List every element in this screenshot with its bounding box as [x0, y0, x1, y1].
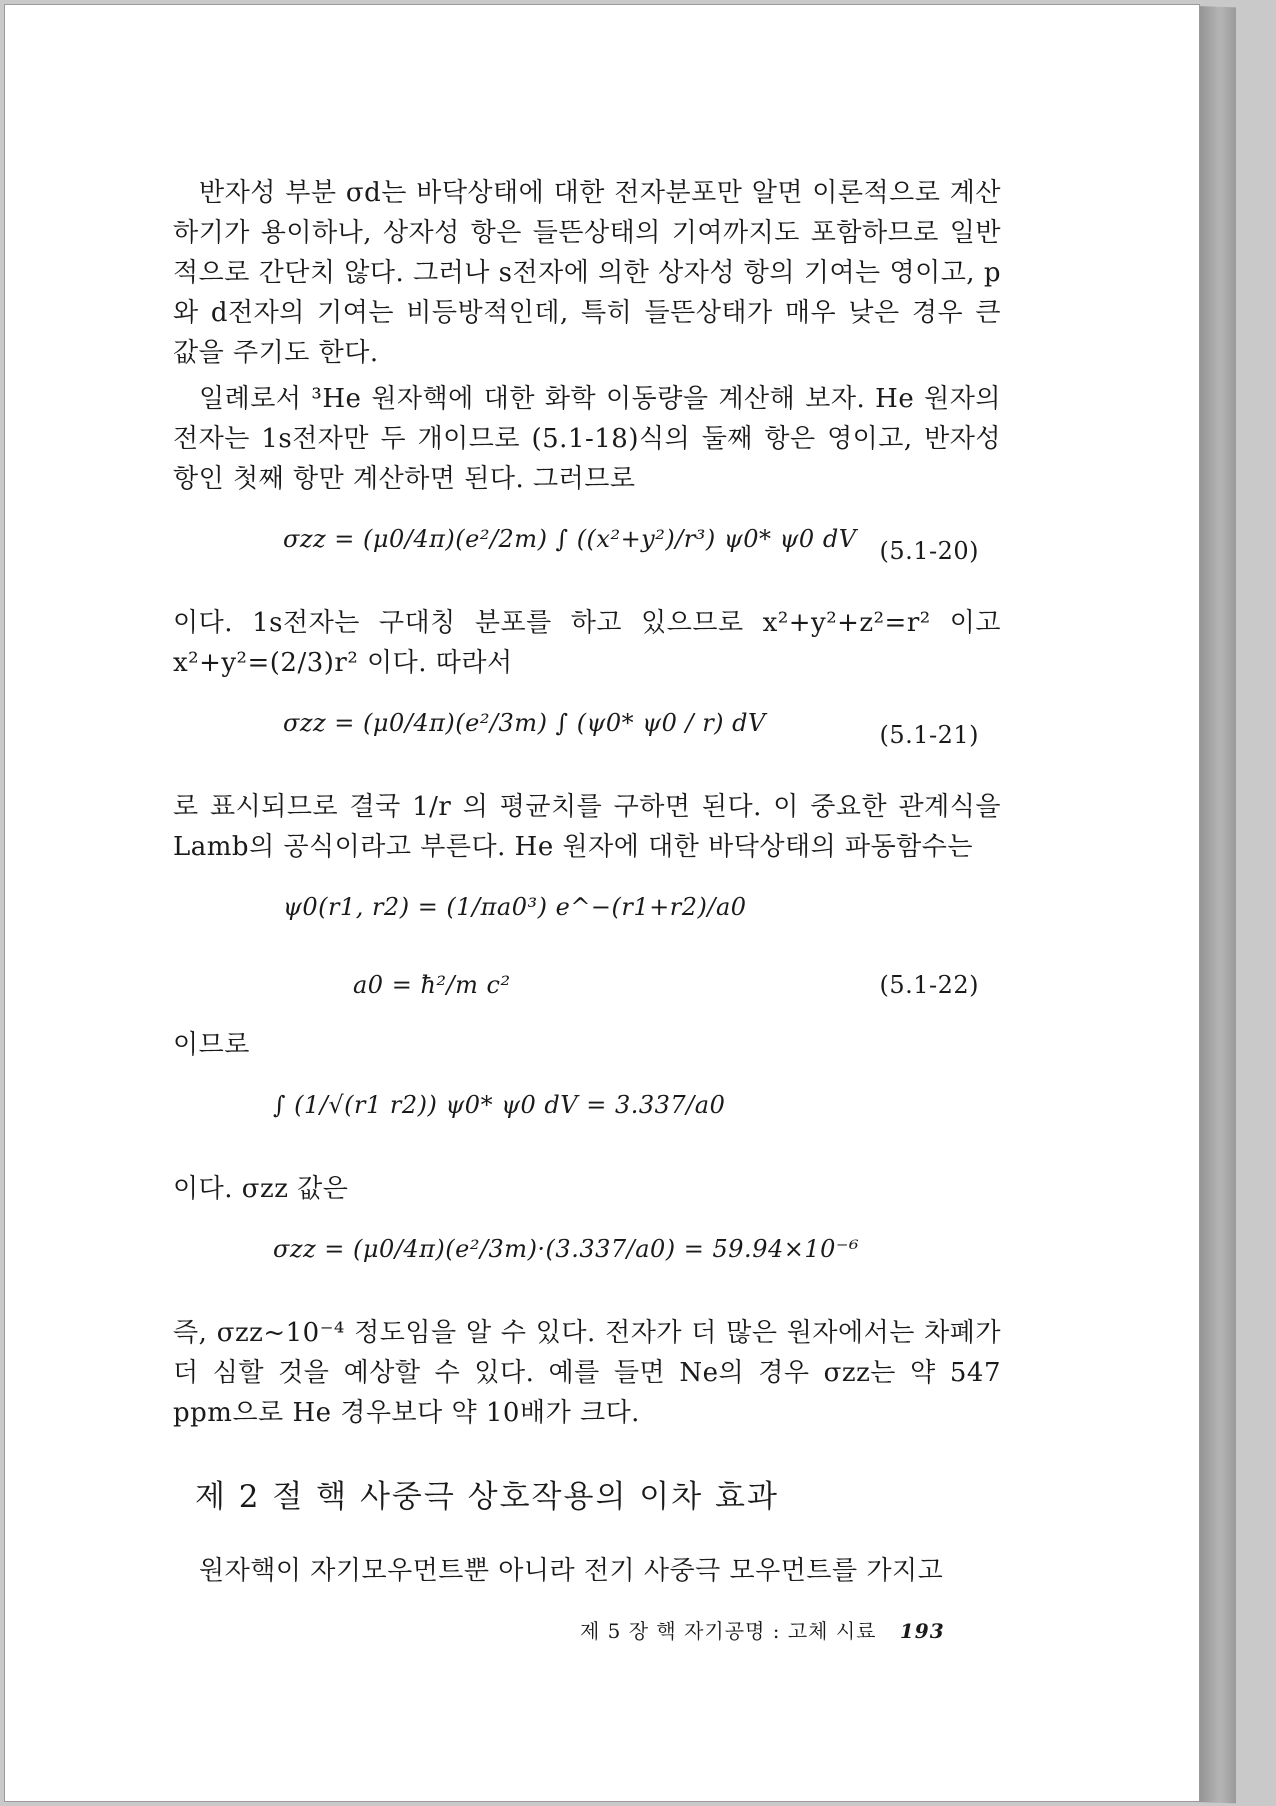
- equation-body: ∫ (1/√(r1 r2)) ψ0* ψ0 dV = 3.337/a0: [273, 1091, 726, 1119]
- equation-5-1-20: [173, 519, 1001, 583]
- paragraph-spherical: 이다. 1s전자는 구대칭 분포를 하고 있으므로 x²+y²+z²=r² 이고 x²+y²=(2/3)r² 이다. 따라서: [173, 608, 1001, 678]
- book-page: [4, 4, 1200, 1802]
- equation-integral: [173, 1085, 1001, 1149]
- paragraph-shielding: 즉, σzz~10⁻⁴ 정도임을 알 수 있다. 전자가 더 많은 원자에서는 차폐가 더 심할 것을 예상할 수 있다. 예를 들면 Ne의 경우 σzz는 약 547 ppm으로 He 경우보다 약 10배가 크다.: [173, 1318, 1001, 1428]
- equation-5-1-22-a: [173, 887, 1001, 945]
- paragraph-he-example: 일례로서 ³He 원자핵에 대한 화학 이동량을 계산해 보자. He 원자의 전자는 1s전자만 두 개이므로 (5.1-18)식의 둘째 항은 영이고, 반자성항인 첫째 항만 계산하면 된다. 그러므로: [173, 384, 1001, 494]
- equation-5-1-21: [173, 703, 1001, 767]
- paragraph-diamagnetic: 반자성 부분 σd는 바닥상태에 대한 전자분포만 알면 이론적으로 계산하기가 용이하나, 상자성 항은 들뜬상태의 기여까지도 포함하므로 일반적으로 간단치 않다. 그러나 s전자에 의한 상자성 항의 기여는 영이고, p와 d전자의 기여는 비등방적인데, 특히 들뜬상태가 매우 낮은 경우 큰 값을 주기도 한다.: [173, 178, 1001, 368]
- paragraph-quadrupole: 원자핵이 자기모우먼트뿐 아니라 전기 사중극 모우먼트를 가지고: [199, 1556, 944, 1586]
- page-content: [173, 173, 1001, 1591]
- paragraph-therefore: 이므로: [173, 1030, 250, 1060]
- equation-number: (5.1-21): [879, 721, 979, 749]
- equation-5-1-22-b: [173, 965, 1001, 1005]
- equation-body: ψ0(r1, r2) = (1/πa0³) e^−(r1+r2)/a0: [283, 893, 747, 921]
- equation-body: σzz = (μ0/4π)(e²/3m) ∫ (ψ0* ψ0 / r) dV: [283, 709, 766, 737]
- paragraph-lamb-formula: 로 표시되므로 결국 1/r 의 평균치를 구하면 된다. 이 중요한 관계식을 Lamb의 공식이라고 부른다. He 원자에 대한 바닥상태의 파동함수는: [173, 792, 1001, 862]
- equation-sigma-value: [173, 1229, 1001, 1293]
- equation-body: σzz = (μ0/4π)(e²/2m) ∫ ((x²+y²)/r³) ψ0* ψ0 dV: [283, 525, 857, 553]
- running-header-chapter: 제 5 장 핵 자기공명 : 고체 시료: [580, 1619, 877, 1643]
- equation-body: a0 = ħ²/m c²: [353, 971, 511, 999]
- page-edge-shadow: [1196, 6, 1236, 1803]
- paragraph-value-intro: 이다. σzz 값은: [173, 1174, 349, 1204]
- page-footer: [580, 1615, 945, 1644]
- page-number: 193: [899, 1619, 945, 1643]
- equation-number: (5.1-20): [879, 537, 979, 565]
- section-heading: 제 2 절 핵 사중극 상호작용의 이차 효과: [195, 1479, 779, 1515]
- equation-number: (5.1-22): [879, 971, 979, 999]
- equation-body: σzz = (μ0/4π)(e²/3m)·(3.337/a0) = 59.94×10⁻⁶: [273, 1235, 860, 1263]
